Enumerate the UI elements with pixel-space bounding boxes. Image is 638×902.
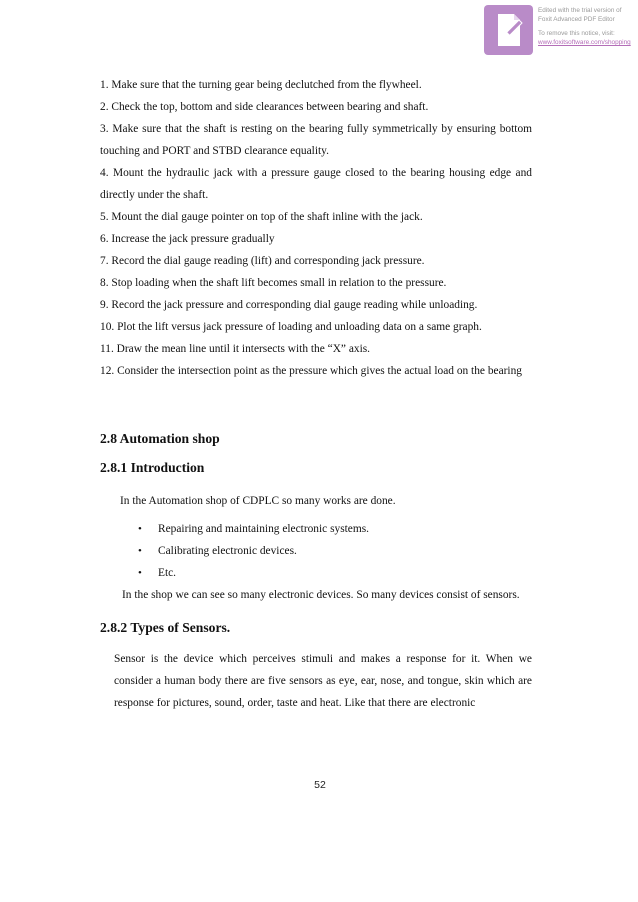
step-4: 4. Mount the hydraulic jack with a pressure gauge closed to the bearing housing edge and directly under the shaft. [100, 167, 532, 201]
works-list [100, 518, 532, 584]
bullet-icon: • [138, 545, 142, 557]
sensors-paragraph: Sensor is the device which perceives stimuli and makes a response for it. When we consider a human body there are five sensors as eye, ear, nose, and tongue, skin which are response for pictures, sound, order, taste and heat. Like that there are electronic [114, 653, 532, 709]
step-1: 1. Make sure that the turning gear being declutched from the flywheel. [100, 79, 422, 91]
page-body [100, 74, 532, 714]
editor-watermark [483, 4, 638, 56]
step-5: 5. Mount the dial gauge pointer on top of the shaft inline with the jack. [100, 211, 423, 223]
step-12: 12. Consider the intersection point as the pressure which gives the actual load on the bearing [100, 365, 522, 377]
step-6: 6. Increase the jack pressure gradually [100, 233, 275, 245]
shop-devices-paragraph: In the shop we can see so many electronic devices. So many devices consist of sensors. [122, 589, 520, 601]
list-item [138, 562, 532, 584]
watermark-line-2: Foxit Advanced PDF Editor [538, 16, 615, 23]
bullet-icon: • [138, 523, 142, 535]
introduction-text: In the Automation shop of CDPLC so many works are done. [120, 495, 396, 507]
step-8: 8. Stop loading when the shaft lift becomes small in relation to the pressure. [100, 277, 447, 289]
pen-document-icon [484, 5, 533, 55]
list-item-text: Etc. [158, 567, 177, 579]
list-item [138, 540, 532, 562]
step-11: 11. Draw the mean line until it intersects with the “X” axis. [100, 343, 371, 355]
watermark-line-1: Edited with the trial version of [538, 7, 622, 14]
step-2: 2. Check the top, bottom and side clearances between bearing and shaft. [100, 101, 429, 113]
watermark-shop-link[interactable]: www.foxitsoftware.com/shopping [538, 39, 631, 46]
sensors-heading: 2.8.2 Types of Sensors. [100, 620, 231, 635]
list-item-text: Calibrating electronic devices. [158, 545, 297, 557]
bullet-icon: • [138, 567, 142, 579]
watermark-line-3: To remove this notice, visit: [538, 30, 615, 37]
step-9: 9. Record the jack pressure and corresponding dial gauge reading while unloading. [100, 299, 478, 311]
step-7: 7. Record the dial gauge reading (lift) and corresponding jack pressure. [100, 255, 425, 267]
section-heading: 2.8 Automation shop [100, 431, 220, 446]
page-number: 52 [314, 779, 326, 791]
step-10: 10. Plot the lift versus jack pressure of loading and unloading data on a same graph. [100, 321, 482, 333]
watermark-notice [538, 6, 638, 47]
procedure-steps [100, 74, 532, 382]
list-item [138, 518, 532, 540]
introduction-heading: 2.8.1 Introduction [100, 460, 205, 475]
step-3: 3. Make sure that the shaft is resting on the bearing fully symmetrically by ensuring bottom touching and PORT and STBD clearance equality. [100, 123, 532, 157]
list-item-text: Repairing and maintaining electronic systems. [158, 523, 369, 535]
